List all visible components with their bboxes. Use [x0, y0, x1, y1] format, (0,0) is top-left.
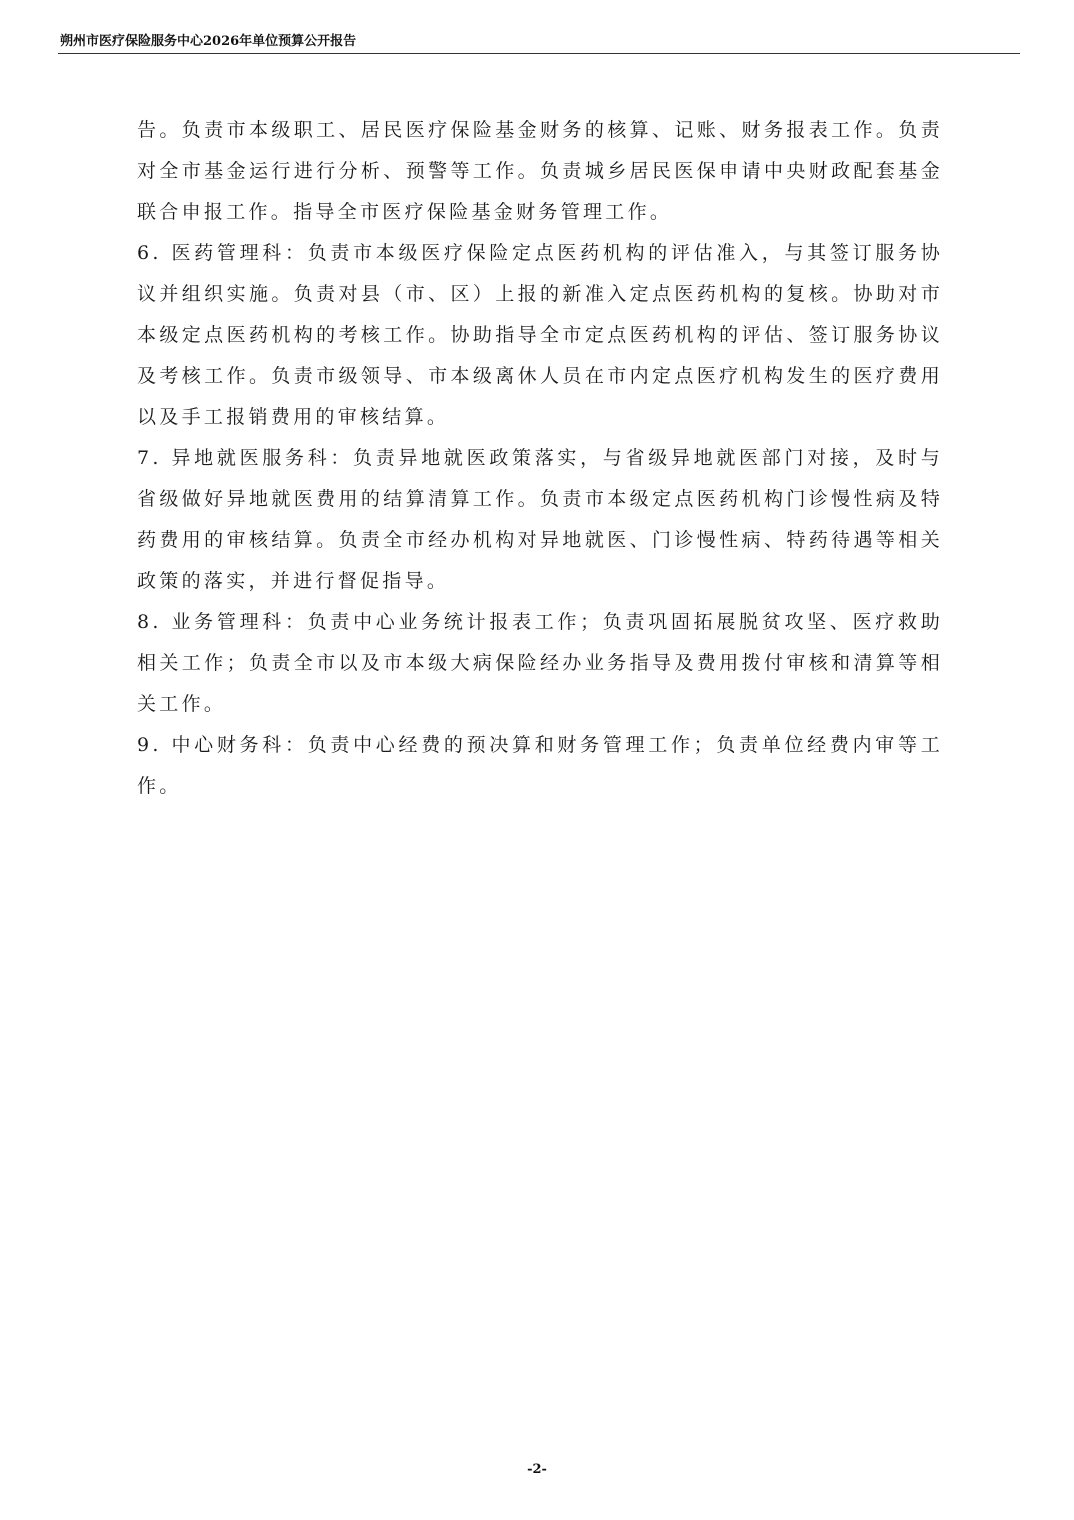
page-number: -2- [527, 1462, 547, 1477]
paragraph-medicine-management: 6. 医药管理科：负责市本级医疗保险定点医药机构的评估准入，与其签订服务协议并组织实施。负责对县（市、区）上报的新准入定点医药机构的复核。协助对市本级定点医药机构的考核工作。协助指导全市定点医药机构的评估、签订服务协议及考核工作。负责市级领导、市本级离休人员在市内定点医疗机构发生的医疗费用以及手工报销费用的审核结算。 [137, 242, 943, 428]
header-divider [58, 53, 1020, 54]
paragraph-business-management: 8. 业务管理科：负责中心业务统计报表工作；负责巩固拓展脱贫攻坚、医疗救助相关工作；负责全市以及市本级大病保险经办业务指导及费用拨付审核和清算等相关工作。 [137, 611, 943, 715]
paragraph-center-finance: 9. 中心财务科：负责中心经费的预决算和财务管理工作；负责单位经费内审等工作。 [137, 734, 943, 797]
document-body [137, 110, 943, 807]
paragraph-offsite-medical-service: 7. 异地就医服务科：负责异地就医政策落实，与省级异地就医部门对接，及时与省级做好异地就医费用的结算清算工作。负责市本级定点医药机构门诊慢性病及特药费用的审核结算。负责全市经办机构对异地就医、门诊慢性病、特药待遇等相关政策的落实，并进行督促指导。 [137, 447, 943, 592]
page-header-title: 朔州市医疗保险服务中心2026年单位预算公开报告 [60, 34, 357, 49]
paragraph-finance-continued: 告。负责市本级职工、居民医疗保险基金财务的核算、记账、财务报表工作。负责对全市基金运行进行分析、预警等工作。负责城乡居民医保申请中央财政配套基金联合申报工作。指导全市医疗保险基金财务管理工作。 [137, 119, 943, 223]
